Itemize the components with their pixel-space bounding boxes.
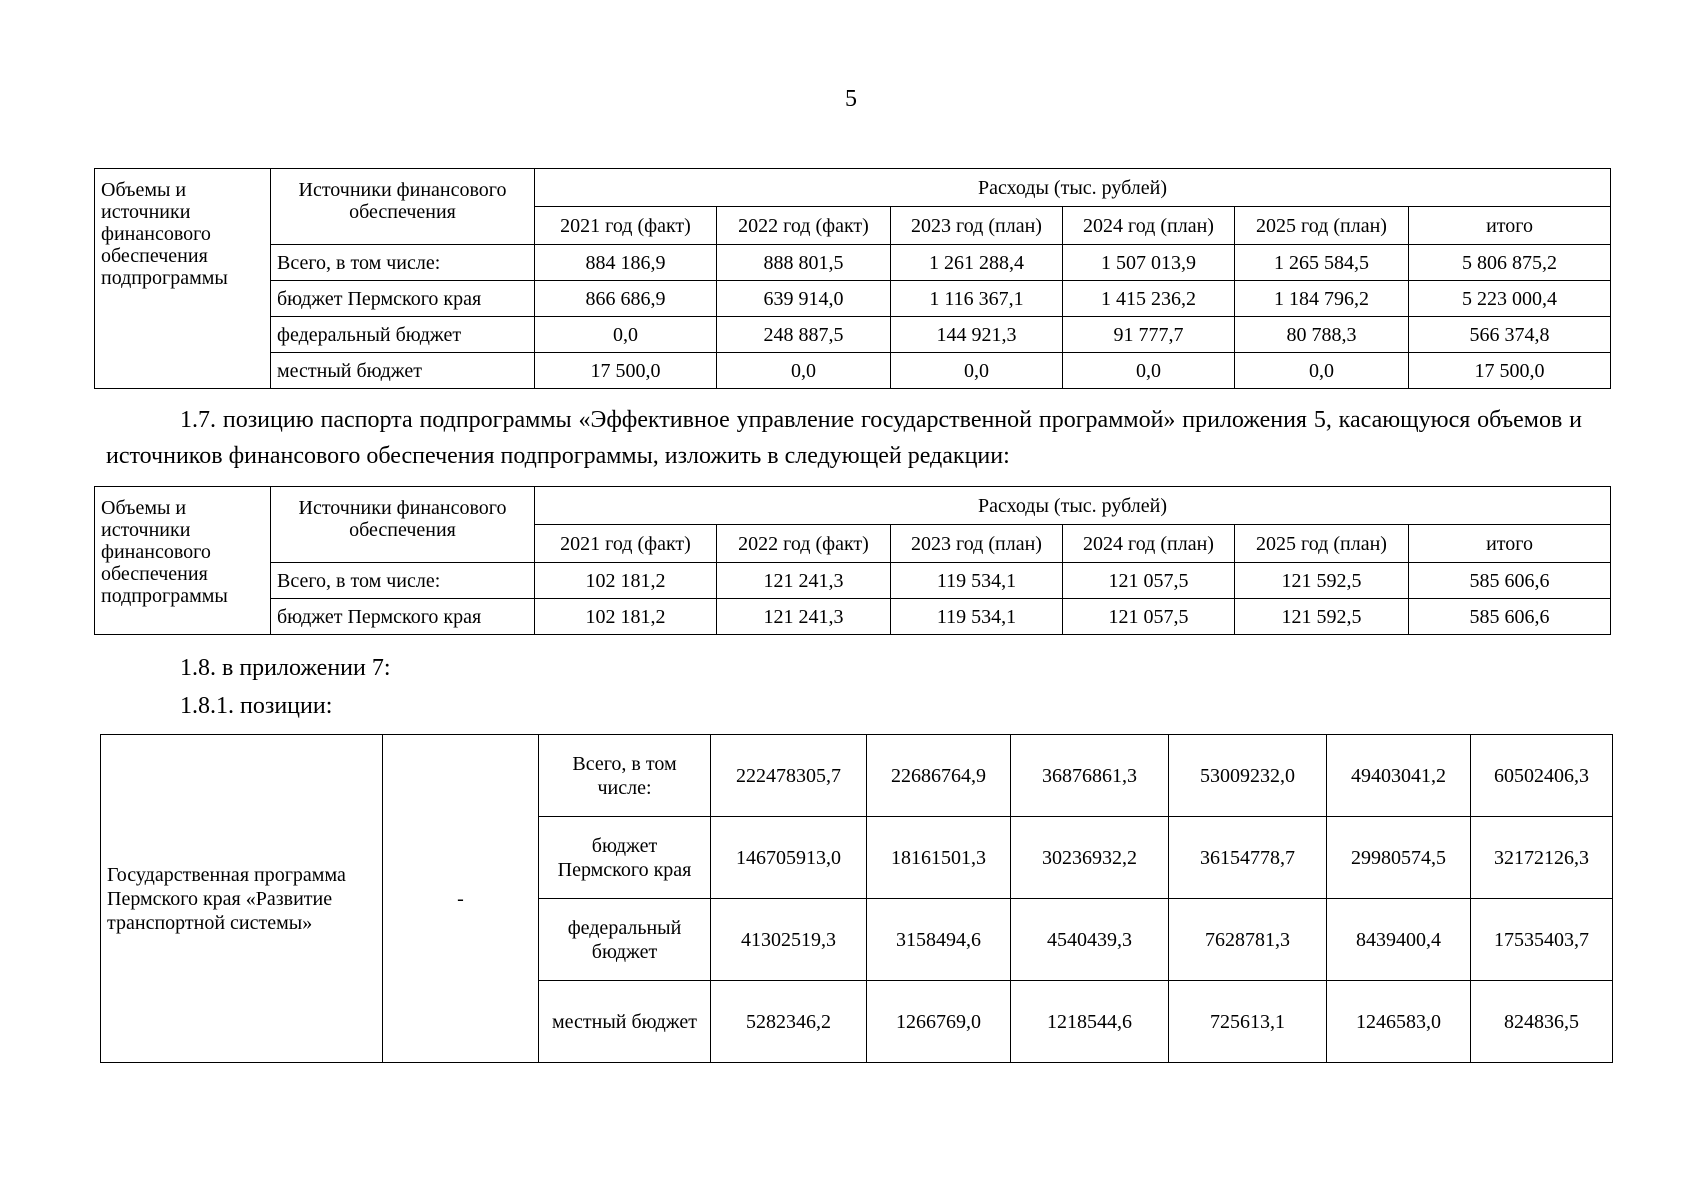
cell: 121 057,5 — [1063, 599, 1235, 635]
year-header: 2024 год (план) — [1063, 207, 1235, 245]
col2-header: Источники финансового обеспечения — [271, 169, 535, 245]
dash-cell: - — [383, 735, 539, 1063]
cell: 866 686,9 — [535, 281, 717, 317]
cell: 1 415 236,2 — [1063, 281, 1235, 317]
total-header: итого — [1409, 525, 1611, 563]
cell: 1 507 013,9 — [1063, 245, 1235, 281]
year-header: 2021 год (факт) — [535, 207, 717, 245]
cell: 3158494,6 — [867, 899, 1011, 981]
total-header: итого — [1409, 207, 1611, 245]
cell: 91 777,7 — [1063, 317, 1235, 353]
cell: 1218544,6 — [1011, 981, 1169, 1063]
cell: 8439400,4 — [1327, 899, 1471, 981]
cell: 121 592,5 — [1235, 563, 1409, 599]
financing-table-2 — [94, 486, 1611, 635]
cell: 41302519,3 — [711, 899, 867, 981]
year-header: 2022 год (факт) — [717, 207, 891, 245]
cell: 121 057,5 — [1063, 563, 1235, 599]
cell: 0,0 — [717, 353, 891, 389]
cell: 1 116 367,1 — [891, 281, 1063, 317]
row-label: федеральный бюджет — [271, 317, 535, 353]
row-label: Всего, в том числе: — [271, 563, 535, 599]
expenses-header: Расходы (тыс. рублей) — [535, 487, 1611, 525]
cell: 0,0 — [891, 353, 1063, 389]
cell: 7628781,3 — [1169, 899, 1327, 981]
cell: 5 806 875,2 — [1409, 245, 1611, 281]
row-label: Всего, в том числе: — [271, 245, 535, 281]
cell: 121 241,3 — [717, 563, 891, 599]
table-row — [95, 317, 1611, 353]
cell: 1 184 796,2 — [1235, 281, 1409, 317]
cell: 1 265 584,5 — [1235, 245, 1409, 281]
year-header: 2023 год (план) — [891, 207, 1063, 245]
cell: 0,0 — [1235, 353, 1409, 389]
cell: 144 921,3 — [891, 317, 1063, 353]
cell: 49403041,2 — [1327, 735, 1471, 817]
row-label: бюджет Пермского края — [271, 599, 535, 635]
cell: 53009232,0 — [1169, 735, 1327, 817]
cell: 1 261 288,4 — [891, 245, 1063, 281]
table-row — [95, 353, 1611, 389]
paragraph-1-7: 1.7. позицию паспорта подпрограммы «Эффективное управление государственной программой» приложения 5, касающуюся объемов и источников финансового обеспечения подпрограммы, изложить в следующей редакции: — [106, 407, 1582, 469]
table-row — [95, 599, 1611, 635]
cell: 102 181,2 — [535, 563, 717, 599]
year-header: 2025 год (план) — [1235, 207, 1409, 245]
cell: 36154778,7 — [1169, 817, 1327, 899]
item-1-8: 1.8. в приложении 7: — [180, 655, 391, 681]
cell: 725613,1 — [1169, 981, 1327, 1063]
year-header: 2025 год (план) — [1235, 525, 1409, 563]
cell: 121 241,3 — [717, 599, 891, 635]
cell: 566 374,8 — [1409, 317, 1611, 353]
cell: 22686764,9 — [867, 735, 1011, 817]
cell: 60502406,3 — [1471, 735, 1613, 817]
row-label: федеральный бюджет — [539, 899, 711, 981]
year-header: 2023 год (план) — [891, 525, 1063, 563]
cell: 4540439,3 — [1011, 899, 1169, 981]
cell: 824836,5 — [1471, 981, 1613, 1063]
cell: 146705913,0 — [711, 817, 867, 899]
cell: 119 534,1 — [891, 599, 1063, 635]
col1-header: Объемы и источники финансового обеспечения подпрограммы — [95, 169, 271, 389]
table-row — [101, 735, 1613, 817]
cell: 17 500,0 — [1409, 353, 1611, 389]
row-label: бюджет Пермского края — [271, 281, 535, 317]
table-row — [95, 245, 1611, 281]
page-number: 5 — [845, 86, 857, 112]
item-1-8-1: 1.8.1. позиции: — [180, 693, 333, 719]
cell: 1266769,0 — [867, 981, 1011, 1063]
row-label: Всего, в том числе: — [539, 735, 711, 817]
year-header: 2021 год (факт) — [535, 525, 717, 563]
cell: 884 186,9 — [535, 245, 717, 281]
row-label: бюджет Пермского края — [539, 817, 711, 899]
cell: 102 181,2 — [535, 599, 717, 635]
expenses-header: Расходы (тыс. рублей) — [535, 169, 1611, 207]
cell: 32172126,3 — [1471, 817, 1613, 899]
cell: 29980574,5 — [1327, 817, 1471, 899]
cell: 0,0 — [535, 317, 717, 353]
col1-header: Объемы и источники финансового обеспечения подпрограммы — [95, 487, 271, 635]
cell: 222478305,7 — [711, 735, 867, 817]
year-header: 2024 год (план) — [1063, 525, 1235, 563]
cell: 5282346,2 — [711, 981, 867, 1063]
cell: 585 606,6 — [1409, 563, 1611, 599]
cell: 36876861,3 — [1011, 735, 1169, 817]
cell: 888 801,5 — [717, 245, 891, 281]
col2-header: Источники финансового обеспечения — [271, 487, 535, 563]
cell: 5 223 000,4 — [1409, 281, 1611, 317]
table-row — [95, 281, 1611, 317]
cell: 585 606,6 — [1409, 599, 1611, 635]
cell: 0,0 — [1063, 353, 1235, 389]
program-table — [100, 734, 1613, 1063]
cell: 248 887,5 — [717, 317, 891, 353]
financing-table-1 — [94, 168, 1611, 389]
cell: 80 788,3 — [1235, 317, 1409, 353]
row-label: местный бюджет — [271, 353, 535, 389]
year-header: 2022 год (факт) — [717, 525, 891, 563]
cell: 121 592,5 — [1235, 599, 1409, 635]
program-name: Государственная программа Пермского края «Развитие транспортной системы» — [101, 735, 383, 1063]
cell: 639 914,0 — [717, 281, 891, 317]
cell: 30236932,2 — [1011, 817, 1169, 899]
cell: 119 534,1 — [891, 563, 1063, 599]
cell: 17 500,0 — [535, 353, 717, 389]
table-row — [95, 563, 1611, 599]
cell: 18161501,3 — [867, 817, 1011, 899]
cell: 1246583,0 — [1327, 981, 1471, 1063]
cell: 17535403,7 — [1471, 899, 1613, 981]
row-label: местный бюджет — [539, 981, 711, 1063]
